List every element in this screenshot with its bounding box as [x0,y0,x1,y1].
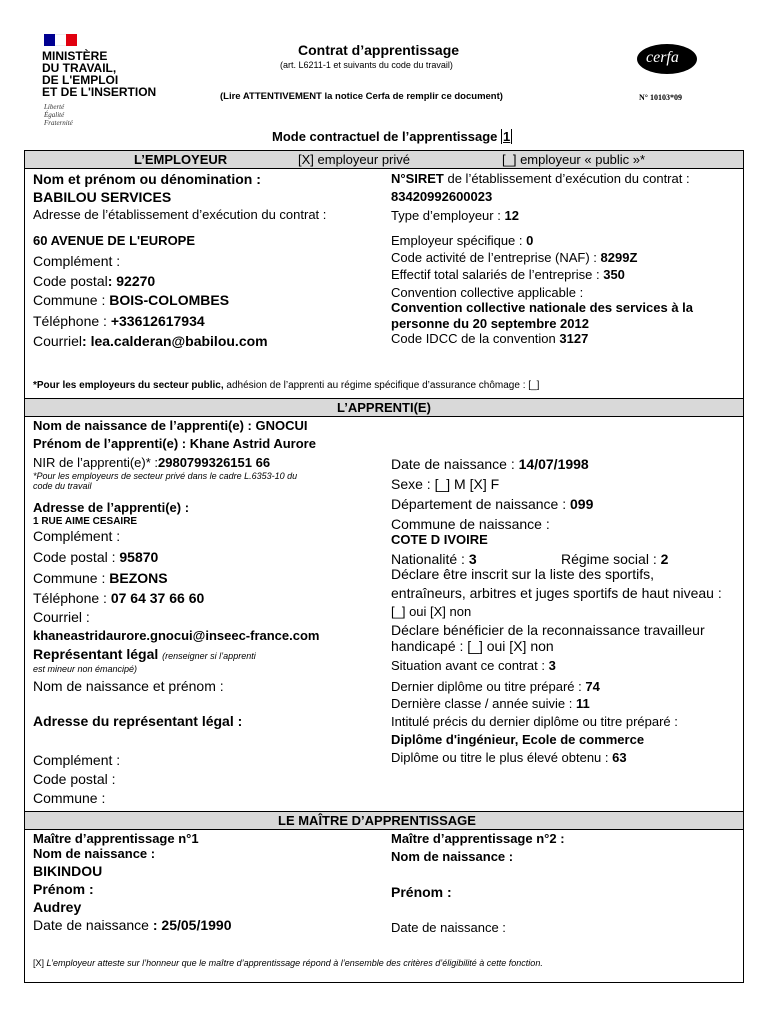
employer-email[interactable]: : lea.calderan@babilou.com [82,333,268,349]
social-label: Régime social : [561,551,657,567]
mode-label [272,129,512,144]
rep-complement-label: Complément : [33,752,121,768]
flag-blue [44,34,55,46]
last-class-row [391,696,590,711]
employer-type[interactable]: 12 [504,208,519,223]
apprentice-first-name-label: Prénom de l’apprenti(e) : [33,436,187,451]
master2-first-label: Prénom : [391,884,452,900]
public-employer-checkbox[interactable]: [_] employeur « public »* [502,152,646,167]
siret-value[interactable]: 83420992600023 [391,189,493,204]
master1-first[interactable]: Audrey [33,899,82,915]
contract-subtitle: (art. L6211-1 et suivants du code du travail) [280,60,453,70]
apprentice-first-name-row [33,436,316,451]
apprentice-commune-row [33,570,168,586]
master2-dob-label: Date de naissance : [391,920,506,935]
rep-address-label: Adresse du représentant légal : [33,713,243,729]
convention-line-2[interactable]: personne du 20 septembre 2012 [391,316,589,331]
diploma-title[interactable]: Diplôme d'ingénieur, Ecole de commerce [391,732,645,747]
apprentice-phone-label: Téléphone : [33,590,107,606]
cerfa-number: N° 10103*09 [639,93,682,102]
ministry-line-3: DE L'EMPLOI [42,73,119,87]
rep-commune-label: Commune : [33,790,106,806]
apprentice-birth-name[interactable]: GNOCUI [255,418,308,433]
last-class-label: Dernière classe / année suivie : [391,696,573,711]
birth-commune[interactable]: COTE D IVOIRE [391,532,488,547]
apprentice-postal[interactable]: 95870 [119,549,159,565]
nir-note-2: code du travail [33,481,92,491]
flag-white [55,34,66,46]
naf-label: Code activité de l’entreprise (NAF) : [391,250,597,265]
apprentice-postal-label: Code postal : [33,549,116,565]
employer-address-label: Adresse de l’établissement d’exécution du contrat : [33,207,327,222]
apprentice-street[interactable]: 1 RUE AIME CESAIRE [33,516,138,527]
master1-first-label: Prénom : [33,881,94,897]
nationality-value[interactable]: 3 [468,551,477,567]
staff-row [391,267,625,282]
siret-label-rest: de l’établissement d’exécution du contrat : [443,171,690,186]
employer-type-label: Type d’employeur : [391,208,501,223]
master-band-title: LE MAÎTRE D’APPRENTISSAGE [278,813,476,828]
employer-postal-label: Code postal [33,273,108,289]
motto-2: Égalité [44,111,65,119]
cerfa-logo [637,44,697,74]
situation-label: Situation avant ce contrat : [391,658,545,673]
sex-field[interactable]: Sexe : [_] M [X] F [391,476,500,492]
master2-title: Maître d’apprentissage n°2 : [391,831,565,846]
public-note-rest: adhésion de l’apprenti au régime spécifique d’assurance chômage : [_] [223,380,540,391]
highest-diploma-value[interactable]: 63 [612,750,627,765]
notice-text: (Lire ATTENTIVEMENT la notice Cerfa de remplir ce document) [220,91,503,102]
master1-title: Maître d’apprentissage n°1 [33,831,199,846]
rep-name-label: Nom de naissance et prénom : [33,678,224,694]
legal-rep-row [33,646,256,662]
dob-label: Date de naissance : [391,456,515,472]
employer-type-row [391,208,519,223]
siret-label-bold: N°SIRET [391,171,444,186]
idcc-label: Code IDCC de la convention [391,331,556,346]
private-employer-checkbox[interactable]: [X] employeur privé [298,152,410,167]
attestation-row [33,958,543,968]
apprentice-complement-label: Complément : [33,528,121,544]
master1-name[interactable]: BIKINDOU [33,863,103,879]
employer-phone-row [33,313,205,329]
dob-row [391,456,589,472]
public-note-bold: *Pour les employeurs du secteur public, [33,380,224,391]
employer-commune-label: Commune : [33,292,106,308]
public-sector-note [33,380,539,391]
apprentice-birth-name-row [33,418,308,433]
idcc-row [391,331,588,346]
master2-name-label: Nom de naissance : [391,849,514,864]
employer-name[interactable]: BABILOU SERVICES [33,189,172,205]
master1-name-label: Nom de naissance : [33,846,156,861]
contract-title: Contrat d’apprentissage [298,42,460,58]
convention-label: Convention collective applicable : [391,285,584,300]
employer-band-title: L’EMPLOYEUR [134,152,228,167]
attestation-checkbox[interactable]: [X] [33,958,45,968]
motto-1: Liberté [44,103,65,111]
employer-commune[interactable]: BOIS-COLOMBES [109,292,230,308]
staff-label: Effectif total salariés de l’entreprise : [391,267,600,282]
specific-employer[interactable]: 0 [526,233,534,248]
nationality-row [391,551,477,567]
last-diploma-row [391,679,600,694]
apprentice-birth-name-label: Nom de naissance de l’apprenti(e) : [33,418,252,433]
employer-postal-row [33,273,155,289]
highest-diploma-label: Diplôme ou titre le plus élevé obtenu : [391,750,609,765]
siret-label [391,171,690,186]
employer-email-row [33,333,268,349]
dept-row [391,496,593,512]
ministry-line-1: MINISTÈRE [42,49,108,63]
ministry-line-2: DU TRAVAIL, [42,61,117,75]
apprentice-commune[interactable]: BEZONS [109,570,168,586]
attestation-text: L’employeur atteste sur l’honneur que le maître d’apprentissage répond à l’ensemble des critères d’éligibilité à cette fonction. [46,958,543,968]
flag-red [66,34,77,46]
legal-rep-note-1: (renseigner si l’apprenti [162,651,256,661]
specific-employer-row [391,233,533,248]
situation-row [391,658,556,673]
last-diploma-value[interactable]: 74 [585,679,600,694]
master1-dob-row [33,917,231,933]
dob-value[interactable]: 14/07/1998 [518,456,589,472]
rep-postal-label: Code postal : [33,771,116,787]
apprentice-phone[interactable]: 07 64 37 66 60 [110,590,205,606]
social-row [561,551,668,567]
highest-diploma-row [391,750,627,765]
master1-dob[interactable]: : 25/05/1990 [152,917,232,933]
apprentice-first-name[interactable]: Khane Astrid Aurore [189,436,316,451]
sport-answer[interactable]: [_] oui [X] non [391,604,472,619]
apprentice-email[interactable]: khaneastridaurore.gnocui@inseec-france.com [33,628,320,643]
mode-text: Mode contractuel de l’apprentissage [272,129,498,144]
idcc-code[interactable]: 3127 [559,331,589,346]
dept-value[interactable]: 099 [570,496,594,512]
birth-commune-label: Commune de naissance : [391,516,550,532]
employer-phone[interactable]: +33612617934 [110,313,205,329]
situation-value[interactable]: 3 [548,658,556,673]
motto-3: Fraternité [44,119,73,127]
legal-rep-label: Représentant légal [33,646,159,662]
nir-row [33,455,270,470]
sport-line-2: entraîneurs, arbitres et juges sportifs de haut niveau : [391,585,722,601]
ministry-line-4: ET DE L'INSERTION [42,85,157,99]
employer-email-label: Courriel [33,333,83,349]
employer-postal[interactable]: : 92270 [107,273,156,289]
convention-line-1[interactable]: Convention collective nationale des services à la [391,300,694,315]
mode-value[interactable]: 1 [503,129,511,144]
naf-code[interactable]: 8299Z [600,250,638,265]
apprentice-phone-row [33,590,204,606]
apprentice-band-title: L’APPRENTI(E) [337,400,431,415]
cerfa-logo-text: cerfa [646,49,679,66]
nir-label: NIR de l’apprenti(e)* : [33,455,158,470]
dept-label: Département de naissance : [391,496,567,512]
master1-dob-label: Date de naissance [33,917,149,933]
last-diploma-label: Dernier diplôme ou titre préparé : [391,679,582,694]
handicap-line-1: Déclare bénéficier de la reconnaissance travailleur [391,622,705,638]
employer-name-label: Nom et prénom ou dénomination : [33,171,261,187]
apprentice-address-label: Adresse de l’apprenti(e) : [33,500,190,515]
social-value[interactable]: 2 [660,551,669,567]
diploma-title-label: Intitulé précis du dernier diplôme ou titre préparé : [391,714,678,729]
apprentice-postal-row [33,549,158,565]
naf-row [391,250,637,265]
employer-complement-label: Complément : [33,253,121,269]
apprentice-commune-label: Commune : [33,570,106,586]
sport-line-1: Déclare être inscrit sur la liste des sportifs, [391,566,654,582]
nir-value[interactable]: 2980799326151 66 [158,455,271,470]
nationality-label: Nationalité : [391,551,465,567]
legal-rep-note-2: est mineur non émancipé) [33,664,138,674]
staff-count[interactable]: 350 [603,267,625,282]
employer-commune-row [33,292,229,308]
employer-street[interactable]: 60 AVENUE DE L'EUROPE [33,233,196,248]
last-class-value[interactable]: 11 [576,696,590,711]
apprentice-email-label: Courriel : [33,609,90,625]
handicap-line-2[interactable]: handicapé : [_] oui [X] non [391,638,554,654]
employer-phone-label: Téléphone : [33,313,107,329]
nir-note-1: *Pour les employeurs de secteur privé dans le cadre L.6353-10 du [33,471,298,481]
specific-employer-label: Employeur spécifique : [391,233,523,248]
